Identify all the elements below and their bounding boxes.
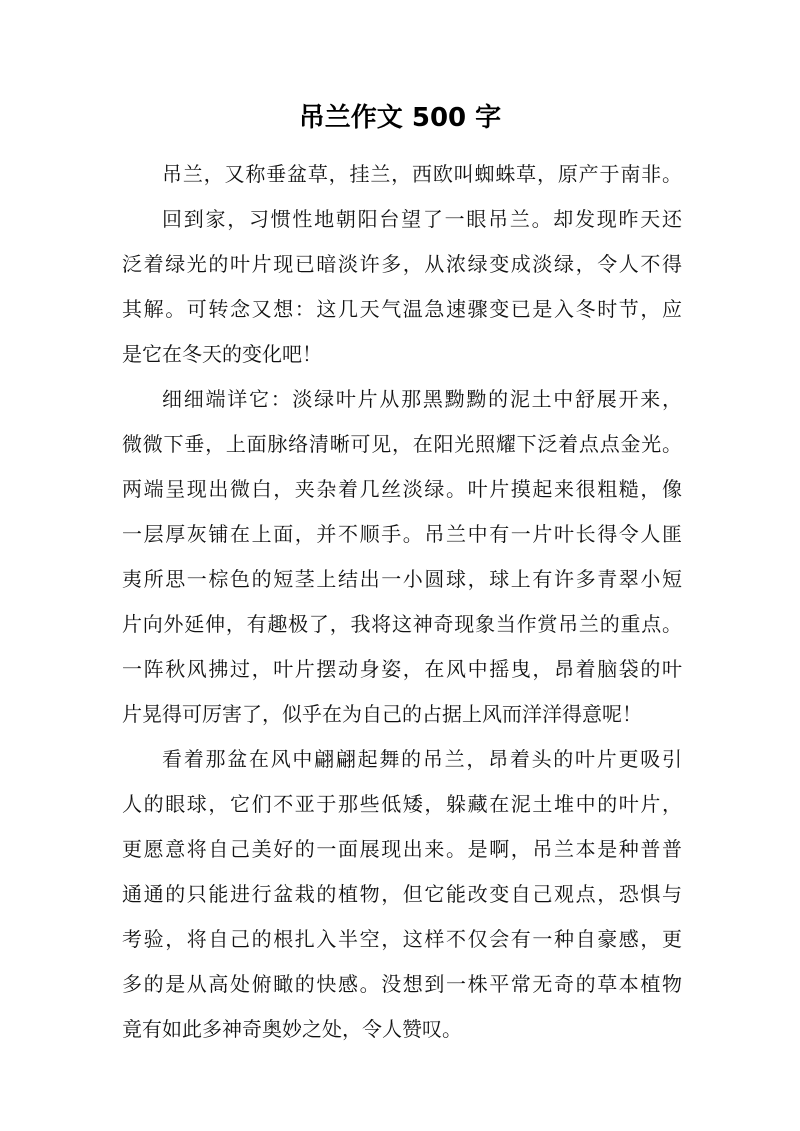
text-line: 通通的只能进行盆栽的植物，但它能改变自己观点，恐惧与: [122, 882, 682, 906]
text-line: 考验，将自己的根扎入半空，这样不仅会有一种自豪感，更: [122, 927, 682, 951]
text-line: 片向外延伸，有趣极了，我将这神奇现象当作赏吊兰的重点。: [122, 612, 682, 636]
text-line: 回到家，习惯性地朝阳台望了一眼吊兰。却发现昨天还: [162, 207, 682, 231]
text-line: 微微下垂，上面脉络清晰可见，在阳光照耀下泛着点点金光。: [122, 432, 682, 456]
text-line: 看着那盆在风中翩翩起舞的吊兰，昂着头的叶片更吸引: [162, 747, 682, 771]
text-line: 泛着绿光的叶片现已暗淡许多，从浓绿变成淡绿，令人不得: [122, 252, 682, 276]
text-line: 两端呈现出微白，夹杂着几丝淡绿。叶片摸起来很粗糙，像: [122, 477, 682, 501]
text-line: 细细端详它：淡绿叶片从那黑黝黝的泥土中舒展开来，: [162, 387, 682, 411]
text-line: 一阵秋风拂过，叶片摆动身姿，在风中摇曳，昂着脑袋的叶: [122, 657, 682, 681]
text-line: 更愿意将自己美好的一面展现出来。是啊，吊兰本是种普普: [122, 837, 682, 861]
text-line: 竟有如此多神奇奥妙之处，令人赞叹。: [122, 1017, 462, 1041]
document-title: 吊兰作文 500 字: [298, 103, 502, 133]
text-line: 一层厚灰铺在上面，并不顺手。吊兰中有一片叶长得令人匪: [122, 522, 682, 546]
text-line: 是它在冬天的变化吧！: [122, 342, 322, 366]
text-line: 多的是从高处俯瞰的快感。没想到一株平常无奇的草本植物: [122, 972, 682, 996]
text-line: 人的眼球，它们不亚于那些低矮，躲藏在泥土堆中的叶片，: [122, 792, 682, 816]
text-line: 吊兰，又称垂盆草，挂兰，西欧叫蜘蛛草，原产于南非。: [162, 162, 682, 186]
text-line: 其解。可转念又想：这几天气温急速骤变已是入冬时节，应: [122, 297, 682, 321]
text-line: 片晃得可厉害了，似乎在为自己的占据上风而洋洋得意呢！: [122, 702, 642, 726]
text-line: 夷所思一棕色的短茎上结出一小圆球，球上有许多青翠小短: [122, 567, 682, 591]
document-body: [122, 152, 682, 1052]
